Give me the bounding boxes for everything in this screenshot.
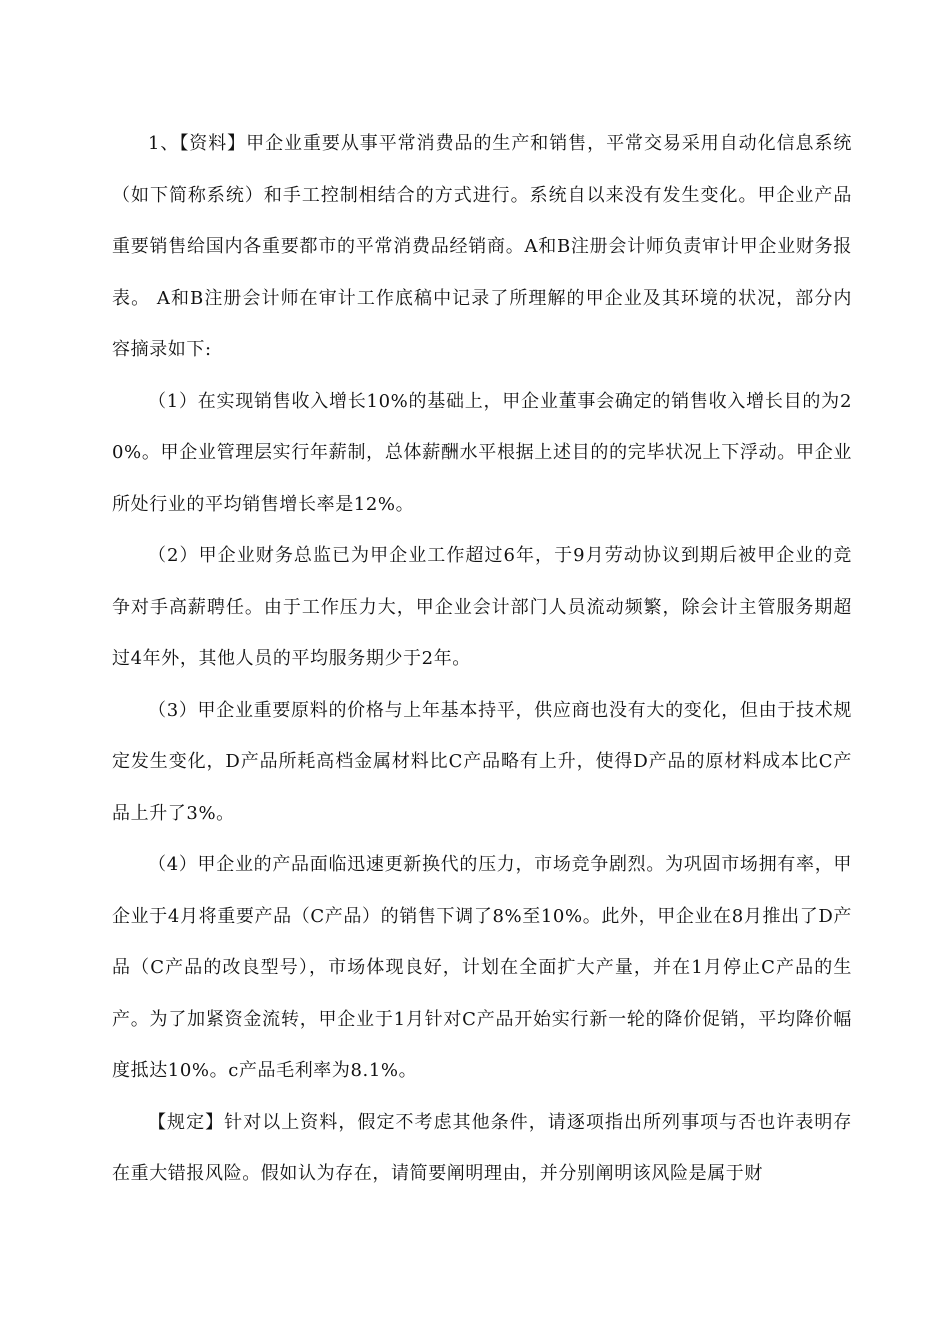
paragraph-requirement: 【规定】针对以上资料，假定不考虑其他条件，请逐项指出所列事项与否也许表明存在重大错报风险。假如认为存在，请简要阐明理由，并分别阐明该风险是属于财 bbox=[112, 1111, 852, 1184]
paragraph-item-3: （3）甲企业重要原料的价格与上年基本持平，供应商也没有大的变化，但由于技术规定发生变化，D产品所耗高档金属材料比C产品略有上升，使得D产品的原材料成本比C产品上升了3%。 bbox=[112, 699, 852, 824]
document-body bbox=[112, 118, 852, 1200]
paragraph-item-4: （4）甲企业的产品面临迅速更新换代的压力，市场竞争剧烈。为巩固市场拥有率，甲企业于4月将重要产品（C产品）的销售下调了8%至10%。此外，甲企业在8月推出了D产品（C产品的改良型号），市场体现良好，计划在全面扩大产量，并在1月停止C产品的生产。为了加紧资金流转，甲企业于1月针对C产品开始实行新一轮的降价促销，平均降价幅度抵达10%。c产品毛利率为8.1%。 bbox=[112, 854, 852, 1081]
paragraph-item-2: （2）甲企业财务总监已为甲企业工作超过6年，于9月劳动协议到期后被甲企业的竞争对手高薪聘任。由于工作压力大，甲企业会计部门人员流动频繁，除会计主管服务期超过4年外，其他人员的平均服务期少于2年。 bbox=[112, 545, 852, 669]
paragraph-intro: 1、【资料】甲企业重要从事平常消费品的生产和销售，平常交易采用自动化信息系统（如下简称系统）和手工控制相结合的方式进行。系统自以来没有发生变化。甲企业产品重要销售给国内各重要都市的平常消费品经销商。A和B注册会计师负责审计甲企业财务报表。 A和B注册会计师在审计工作底稿中记录了所理解的甲企业及其环境的状况，部分内容摘录如下: bbox=[112, 133, 852, 360]
paragraph-item-1: （1）在实现销售收入增长10%的基础上，甲企业董事会确定的销售收入增长目的为20%。甲企业管理层实行年薪制，总体薪酬水平根据上述目的的完毕状况上下浮动。甲企业所处行业的平均销售增长率是12%。 bbox=[112, 390, 852, 515]
